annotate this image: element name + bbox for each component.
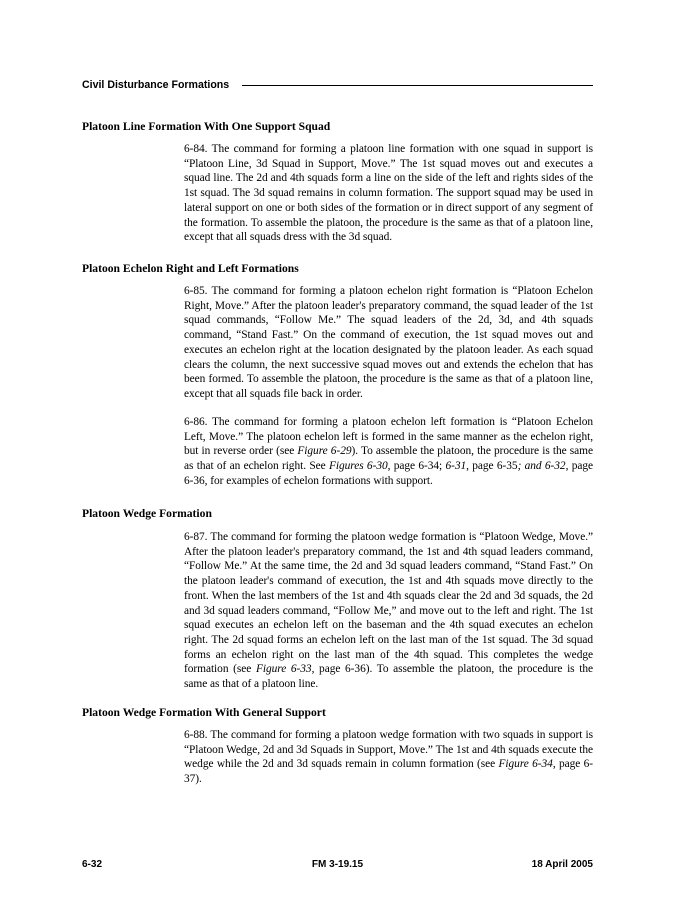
- section-heading: Platoon Wedge Formation: [82, 507, 212, 520]
- figure-reference: 6-32: [544, 460, 566, 473]
- figure-reference: Figure 6-34: [498, 758, 553, 771]
- paragraph-text: ). To assemble the platoon, the procedure is the same as that of an echelon right. See: [184, 445, 593, 473]
- running-head-rule: [242, 85, 593, 86]
- section-heading: Platoon Line Formation With One Support Squad: [82, 120, 331, 133]
- figure-reference: Figure 6-33: [255, 663, 312, 676]
- paragraph-text: , page 6-34;: [387, 460, 446, 473]
- paragraph-6-84: [184, 142, 593, 245]
- paragraph-text: , page 6-36, for examples of echelon formations with support.: [184, 460, 593, 487]
- paragraph-6-85: [184, 284, 593, 402]
- paragraph-text: 6-88. The command for forming a platoon wedge formation with two squads in support is “Platoon Wedge, 2d and 3d Squads in Support, Move.” The 1st and 4th squads execute the wedge while the 2d and 3d squads remain in column formation (see: [184, 729, 593, 771]
- paragraph-text: 6-87. The command for forming the platoon wedge formation is “Platoon Wedge, Move.” After the platoon leader's preparatory command, the 1st and 4th squad leaders command, “Follow Me.” At the same time, the 2d and 3d squad leaders command, “Stand Fast.” On the platoon leader's command of execution, the 1st and 4th squads move directly to the front. When the last members of the 1st and 4th squads clear the 2d and 3d squads, the 2d and 3d squad leaders command, “Follow Me,” and move out to the left and right. The 1st squad executes an echelon left on the baseman and the 4th squad executes an echelon right. The 2d squad forms an echelon left on the last man of the 1st squad. The 3d squad forms an echelon right on the last man of the 4th squad. This completes the wedge formation (see: [184, 531, 593, 676]
- footer-page-number: 6-32: [82, 859, 103, 870]
- footer-date: 18 April 2005: [531, 859, 593, 870]
- paragraph-6-87: [184, 530, 593, 692]
- paragraph-text: , page 6-37).: [184, 758, 593, 786]
- figure-reference: ; and: [517, 460, 542, 473]
- figure-reference: 6-31: [445, 460, 467, 473]
- paragraph-text: 6-84. The command for forming a platoon line formation with one squad in support is “Platoon Line, 3d Squad in Support, Move.” The 1st squad moves out and executes a squad line. The 2d and 4th squads form a line on the side of the left and rights sides of the 1st squad. The 3d squad remains in column formation. The support squad may be used in lateral support on one or both sides of the formation or in direct support of any segment of the formation. To assemble the platoon, the procedure is the same as that of a platoon line, except that all squads dress with the 3d squad.: [184, 143, 593, 244]
- running-head: [82, 79, 593, 93]
- paragraph-6-86: [184, 415, 593, 489]
- paragraph-6-88: [184, 728, 593, 787]
- figure-reference: Figures 6-30: [328, 460, 388, 473]
- paragraph-text: , page 6-36). To assemble the platoon, the procedure is the same as that of a platoon line.: [184, 663, 594, 691]
- figure-reference: Figure 6-29: [297, 445, 352, 458]
- footer-document-id: FM 3-19.15: [311, 859, 364, 870]
- section-heading: Platoon Wedge Formation With General Support: [82, 706, 326, 719]
- page-footer: [82, 859, 593, 873]
- section-heading: Platoon Echelon Right and Left Formations: [82, 262, 299, 275]
- running-head-title: Civil Disturbance Formations: [82, 79, 230, 91]
- paragraph-text: , page 6-35: [466, 460, 518, 473]
- paragraph-text: 6-86. The command for forming a platoon echelon left formation is “Platoon Echelon Left, Move.” The platoon echelon left is formed in the same manner as the echelon right, but in reverse order (see: [184, 416, 593, 458]
- paragraph-text: 6-85. The command for forming a platoon echelon right formation is “Platoon Echelon Right, Move.” After the platoon leader's preparatory command, the squad leader of the 1st squad commands, “Follow Me.” The squad leaders of the 2d, 3d, and 4th squads command, “Stand Fast.” On the command of execution, the 1st squad moves out and executes an echelon right at the location designated by the platoon leader. As each squad clears the column, the next successive squad moves out and extends the echelon that has been formed. To assemble the platoon, the procedure is the same as that of a platoon line, except that all squads file back in order.: [184, 285, 593, 400]
